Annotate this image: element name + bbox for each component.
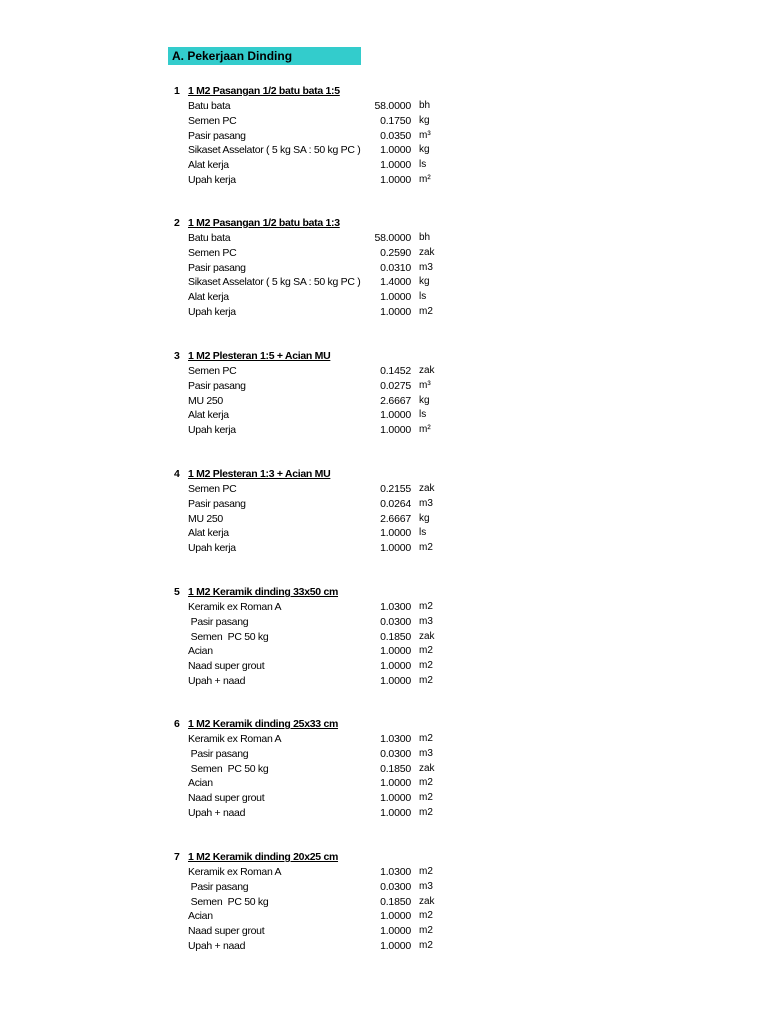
material-name: Semen PC (188, 483, 237, 495)
material-name: Semen PC 50 kg (188, 762, 269, 775)
material-unit: m3 (419, 747, 433, 759)
material-row (0, 305, 768, 320)
material-row (0, 143, 768, 158)
work-section (0, 349, 768, 438)
material-quantity: 0.0300 (380, 747, 411, 760)
material-unit: m3 (419, 497, 433, 509)
material-quantity: 1.0000 (380, 910, 411, 923)
material-quantity: 0.2590 (380, 246, 411, 259)
material-row (0, 275, 768, 290)
material-quantity: 1.0000 (380, 939, 411, 952)
material-quantity: 1.0000 (380, 305, 411, 318)
material-row (0, 482, 768, 497)
material-quantity: 1.0000 (380, 409, 411, 422)
material-name: MU 250 (188, 394, 223, 407)
material-row (0, 379, 768, 394)
material-row (0, 408, 768, 423)
material-quantity: 1.0000 (380, 527, 411, 540)
material-row (0, 747, 768, 762)
section-title: 1 M2 Keramik dinding 33x50 cm (188, 586, 339, 598)
section-title: 1 M2 Keramik dinding 20x25 cm (188, 851, 339, 863)
material-unit: m2 (419, 777, 433, 789)
material-row (0, 776, 768, 791)
work-section (0, 585, 768, 689)
material-row (0, 909, 768, 924)
work-section (0, 84, 768, 188)
material-row (0, 261, 768, 276)
material-quantity: 1.0000 (380, 792, 411, 805)
material-unit: m2 (419, 806, 433, 818)
material-name: Alat kerja (188, 409, 229, 422)
material-unit: m2 (419, 660, 433, 672)
material-quantity: 1.0000 (380, 542, 411, 555)
material-row (0, 526, 768, 541)
material-unit: kg (419, 114, 430, 126)
material-row (0, 644, 768, 659)
material-quantity: 0.1850 (380, 762, 411, 775)
material-unit: kg (419, 394, 430, 406)
material-name: Naad super grout (188, 660, 265, 673)
material-unit: m2 (419, 542, 433, 554)
material-row (0, 939, 768, 954)
material-name: Upah + naad (188, 674, 246, 687)
material-unit: m3 (419, 261, 433, 273)
material-quantity: 1.0000 (380, 291, 411, 304)
material-unit: m2 (419, 925, 433, 937)
material-quantity: 1.0300 (380, 733, 411, 745)
material-name: Acian (188, 777, 213, 790)
material-name: Pasir pasang (188, 129, 246, 142)
section-title: 1 M2 Keramik dinding 25x33 cm (188, 718, 339, 730)
section-number: 3 (174, 350, 180, 362)
section-title: 1 M2 Plesteran 1:3 + Acian MU (188, 468, 331, 480)
material-unit: m2 (419, 601, 433, 612)
section-number: 5 (174, 586, 180, 598)
material-name: Semen PC (188, 365, 237, 377)
section-title: 1 M2 Pasangan 1/2 batu bata 1:3 (188, 217, 340, 229)
material-quantity: 0.0300 (380, 880, 411, 893)
section-number: 4 (174, 468, 180, 480)
section-title-row (0, 349, 768, 364)
material-quantity: 0.0300 (380, 615, 411, 628)
material-quantity: 1.0000 (380, 925, 411, 938)
work-section (0, 216, 768, 320)
material-quantity: 0.1850 (380, 895, 411, 908)
material-unit: m2 (419, 939, 433, 951)
material-unit: ls (419, 409, 427, 421)
material-quantity: 0.0264 (380, 497, 411, 510)
section-number: 1 (174, 85, 180, 97)
material-name: Pasir pasang (188, 379, 246, 392)
material-unit: kg (419, 276, 430, 288)
material-quantity: 0.0350 (380, 129, 411, 142)
material-row (0, 791, 768, 806)
material-quantity: 1.0000 (380, 159, 411, 172)
material-quantity: 1.0000 (380, 424, 411, 437)
material-quantity: 1.0000 (380, 660, 411, 673)
section-number: 2 (174, 217, 180, 229)
material-name: Naad super grout (188, 792, 265, 805)
material-quantity: 0.1850 (380, 630, 411, 643)
material-unit: m2 (419, 305, 433, 317)
material-unit: m2 (419, 866, 433, 877)
material-unit: m3 (419, 880, 433, 892)
material-name: Alat kerja (188, 159, 229, 172)
material-row (0, 732, 768, 747)
material-row (0, 659, 768, 674)
material-row (0, 541, 768, 556)
material-quantity: 1.0000 (380, 806, 411, 819)
material-row (0, 394, 768, 409)
material-row (0, 880, 768, 895)
material-quantity: 58.0000 (374, 100, 411, 112)
material-row (0, 114, 768, 129)
material-unit: zak (419, 246, 435, 258)
material-row (0, 129, 768, 144)
material-row (0, 173, 768, 188)
material-name: Sikaset Asselator ( 5 kg SA : 50 kg PC ) (188, 276, 361, 289)
material-quantity: 1.0000 (380, 674, 411, 687)
material-quantity: 0.0310 (380, 261, 411, 274)
material-name: Semen PC 50 kg (188, 630, 269, 643)
material-row (0, 423, 768, 438)
material-name: Keramik ex Roman A (188, 733, 282, 745)
material-name: Pasir pasang (188, 497, 246, 510)
section-title: 1 M2 Plesteran 1:5 + Acian MU (188, 350, 331, 362)
material-row (0, 290, 768, 305)
material-name: Batu bata (188, 232, 231, 244)
material-row (0, 865, 768, 880)
material-unit: m2 (419, 674, 433, 686)
material-name: MU 250 (188, 512, 223, 525)
material-unit: zak (419, 630, 435, 642)
material-unit: m³ (419, 129, 431, 141)
material-quantity: 0.1452 (380, 365, 411, 377)
material-unit: m2 (419, 792, 433, 804)
material-name: Alat kerja (188, 527, 229, 540)
material-quantity: 0.1750 (380, 114, 411, 127)
material-name: Pasir pasang (188, 261, 246, 274)
material-row (0, 497, 768, 512)
section-title-row (0, 585, 768, 600)
material-row (0, 600, 768, 615)
material-name: Pasir pasang (188, 615, 249, 628)
material-unit: zak (419, 762, 435, 774)
material-quantity: 58.0000 (374, 232, 411, 244)
material-row (0, 158, 768, 173)
material-name: Batu bata (188, 100, 231, 112)
material-row (0, 895, 768, 910)
section-title-row (0, 850, 768, 865)
material-unit: zak (419, 895, 435, 907)
material-row (0, 99, 768, 114)
material-row (0, 924, 768, 939)
material-name: Acian (188, 910, 213, 923)
material-name: Keramik ex Roman A (188, 601, 282, 613)
material-row (0, 364, 768, 379)
material-row (0, 615, 768, 630)
material-name: Naad super grout (188, 925, 265, 938)
material-name: Semen PC 50 kg (188, 895, 269, 908)
material-quantity: 0.0275 (380, 379, 411, 392)
material-unit: m² (419, 424, 431, 436)
material-unit: ls (419, 527, 427, 539)
material-unit: ls (419, 291, 427, 303)
material-unit: ls (419, 159, 427, 171)
material-unit: m3 (419, 615, 433, 627)
section-title-row (0, 717, 768, 732)
material-name: Pasir pasang (188, 747, 249, 760)
section-title-row (0, 84, 768, 99)
material-quantity: 1.0000 (380, 777, 411, 790)
material-quantity: 1.0000 (380, 173, 411, 186)
material-quantity: 1.0000 (380, 144, 411, 157)
material-quantity: 1.4000 (380, 276, 411, 289)
material-unit: m2 (419, 733, 433, 744)
section-title-row (0, 216, 768, 231)
material-unit: zak (419, 483, 435, 494)
work-section (0, 850, 768, 954)
material-unit: m³ (419, 379, 431, 391)
material-name: Upah kerja (188, 173, 236, 186)
material-quantity: 1.0300 (380, 601, 411, 613)
material-row (0, 630, 768, 645)
material-quantity: 2.6667 (380, 512, 411, 525)
material-unit: bh (419, 232, 431, 243)
material-name: Pasir pasang (188, 880, 249, 893)
material-unit: m2 (419, 645, 433, 657)
material-quantity: 1.0000 (380, 645, 411, 658)
section-number: 6 (174, 718, 180, 730)
material-quantity: 2.6667 (380, 394, 411, 407)
material-unit: m2 (419, 910, 433, 922)
material-quantity: 1.0300 (380, 866, 411, 878)
material-row (0, 674, 768, 689)
work-section (0, 717, 768, 821)
material-row (0, 806, 768, 821)
material-name: Sikaset Asselator ( 5 kg SA : 50 kg PC ) (188, 144, 361, 157)
material-row (0, 231, 768, 246)
material-quantity: 0.2155 (380, 483, 411, 495)
material-unit: bh (419, 100, 431, 111)
section-number: 7 (174, 851, 180, 863)
material-row (0, 246, 768, 261)
material-unit: zak (419, 365, 435, 376)
material-name: Upah + naad (188, 939, 246, 952)
material-unit: m² (419, 173, 431, 185)
material-row (0, 512, 768, 527)
section-header: A. Pekerjaan Dinding (168, 47, 361, 65)
material-unit: kg (419, 144, 430, 156)
work-section (0, 467, 768, 556)
material-name: Upah kerja (188, 424, 236, 437)
material-name: Keramik ex Roman A (188, 866, 282, 878)
material-row (0, 762, 768, 777)
section-title-row (0, 467, 768, 482)
material-name: Semen PC (188, 114, 237, 127)
material-name: Semen PC (188, 246, 237, 259)
material-name: Upah kerja (188, 542, 236, 555)
material-name: Upah kerja (188, 305, 236, 318)
section-title: 1 M2 Pasangan 1/2 batu bata 1:5 (188, 85, 340, 97)
material-name: Acian (188, 645, 213, 658)
material-unit: kg (419, 512, 430, 524)
material-name: Alat kerja (188, 291, 229, 304)
material-name: Upah + naad (188, 806, 246, 819)
